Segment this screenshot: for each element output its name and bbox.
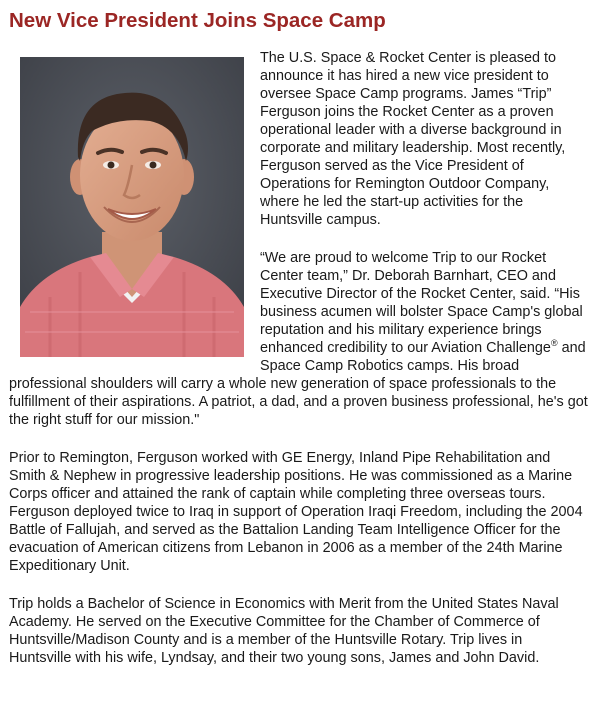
article-headline: New Vice President Joins Space Camp [9, 9, 386, 32]
article-paragraph-intro: The U.S. Space & Rocket Center is pleased to announce it has hired a new vice president to oversee Space Camp programs. James “Trip” Ferguson joins the Rocket Center as a proven operational leader with a diverse background in corporate and military leadership. Most recently, Ferguson served as the Vice President of Operations for Remington Outdoor Company, where he led the start-up activities for the Huntsville campus. [260, 50, 566, 228]
registered-mark: ® [550, 338, 558, 348]
portrait-photo [20, 57, 244, 357]
article-paragraph-career: Prior to Remington, Ferguson worked with GE Energy, Inland Pipe Rehabilitation and Smith & Nephew in progressive leadership positions. He was commissioned as a Marine Corps officer and attained the rank of captain while completing three overseas tours. Ferguson deployed twice to Iraq in support of Operation Iraqi Freedom, including the 2004 Battle of Fallujah, and served as the Battalion Landing Team Intelligence Officer for the evacuation of American citizens from Lebanon in 2006 as a member of the 24th Marine Expeditionary Unit. [9, 450, 583, 574]
quote-part-1: “We are proud to welcome Trip to our Rocket Center team,” Dr. Deborah Barnhart, CEO and Executive Director of the Rocket Center, said. “His business acumen will bolster Space Camp's global reputation and his military experience brings enhanced credibility to our Aviation Challenge [260, 250, 583, 356]
quote-part-2: and Space Camp Robotics camps. His broad professional shoulders will carry a whole new generation of space professionals to the fulfillment of their aspirations. A patriot, a dad, and a proven business professional, he's got the right stuff for our mission." [9, 340, 588, 428]
portrait-illustration [20, 57, 244, 357]
article-paragraph-education: Trip holds a Bachelor of Science in Economics with Merit from the United States Naval Academy. He served on the Executive Committee for the Chamber of Commerce of Huntsville/Madison County and is a member of the Huntsville Rotary. Trip lives in Huntsville with his wife, Lyndsay, and their two young sons, James and John David. [9, 596, 559, 666]
